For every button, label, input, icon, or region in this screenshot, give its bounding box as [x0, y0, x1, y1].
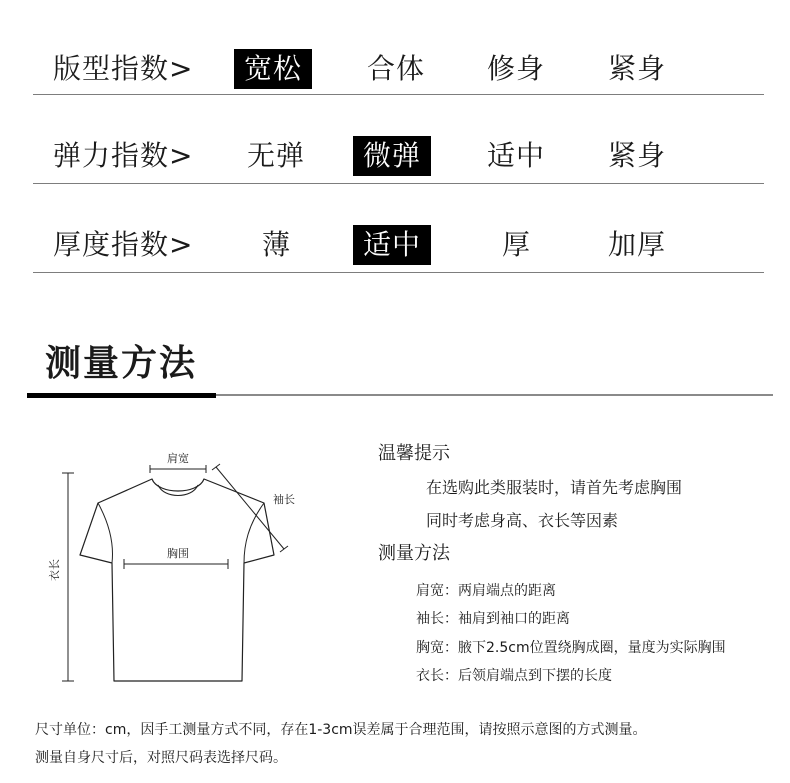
- tips-line: 在选购此类服装时，请首先考虑胸围: [426, 478, 683, 497]
- elasticity-index-label: 弹力指数>: [53, 139, 194, 172]
- thickness-option-extra-thick: 加厚: [608, 228, 667, 261]
- thickness-option-medium: 适中: [353, 225, 431, 265]
- shoulder-label: 肩宽: [167, 452, 189, 465]
- fit-option-slim: 修身: [487, 52, 546, 85]
- elasticity-option-tight: 紧身: [608, 139, 667, 172]
- tips-heading: 温馨提示: [378, 443, 450, 464]
- tshirt-diagram: [40, 445, 320, 699]
- method-item-sleeve: 袖长：袖肩到袖口的距离: [416, 611, 570, 627]
- thickness-option-thin: 薄: [262, 228, 292, 261]
- measure-section-title: 测量方法: [45, 343, 198, 384]
- method-item-length: 衣长：后领肩端点到下摆的长度: [416, 668, 612, 684]
- fit-option-loose: 宽松: [234, 49, 312, 89]
- elasticity-index-row: [33, 136, 764, 184]
- row-divider: [33, 94, 764, 96]
- length-label: 衣长: [48, 559, 61, 581]
- row-divider: [33, 272, 764, 274]
- fit-option-regular: 合体: [367, 52, 426, 85]
- footnote-line: 尺寸单位：cm，因手工测量方式不同，存在1-3cm误差属于合理范围，请按照示意图的方式测量。: [35, 722, 647, 738]
- thickness-option-thick: 厚: [502, 228, 532, 261]
- elasticity-option-slight: 微弹: [353, 136, 431, 176]
- row-divider: [33, 183, 764, 185]
- tips-line: 同时考虑身高、衣长等因素: [426, 511, 619, 530]
- method-heading: 测量方法: [378, 543, 450, 564]
- method-item-shoulder: 肩宽：两肩端点的距离: [416, 583, 556, 599]
- method-item-chest: 胸宽：腋下2.5cm位置绕胸成圈，量度为实际胸围: [416, 640, 726, 656]
- thickness-index-row: [33, 225, 764, 273]
- chest-label: 胸围: [167, 547, 189, 560]
- elasticity-option-medium: 适中: [487, 139, 546, 172]
- section-accent-bar: [27, 393, 216, 398]
- fit-option-tight: 紧身: [608, 52, 667, 85]
- fit-index-label: 版型指数>: [53, 52, 194, 85]
- tshirt-outline-icon: [40, 445, 320, 695]
- sleeve-label: 袖长: [273, 493, 295, 506]
- thickness-index-label: 厚度指数>: [53, 228, 194, 261]
- elasticity-option-none: 无弹: [247, 139, 306, 172]
- footnote-line: 测量自身尺寸后，对照尺码表选择尺码。: [35, 750, 287, 766]
- fit-index-row: [33, 49, 764, 95]
